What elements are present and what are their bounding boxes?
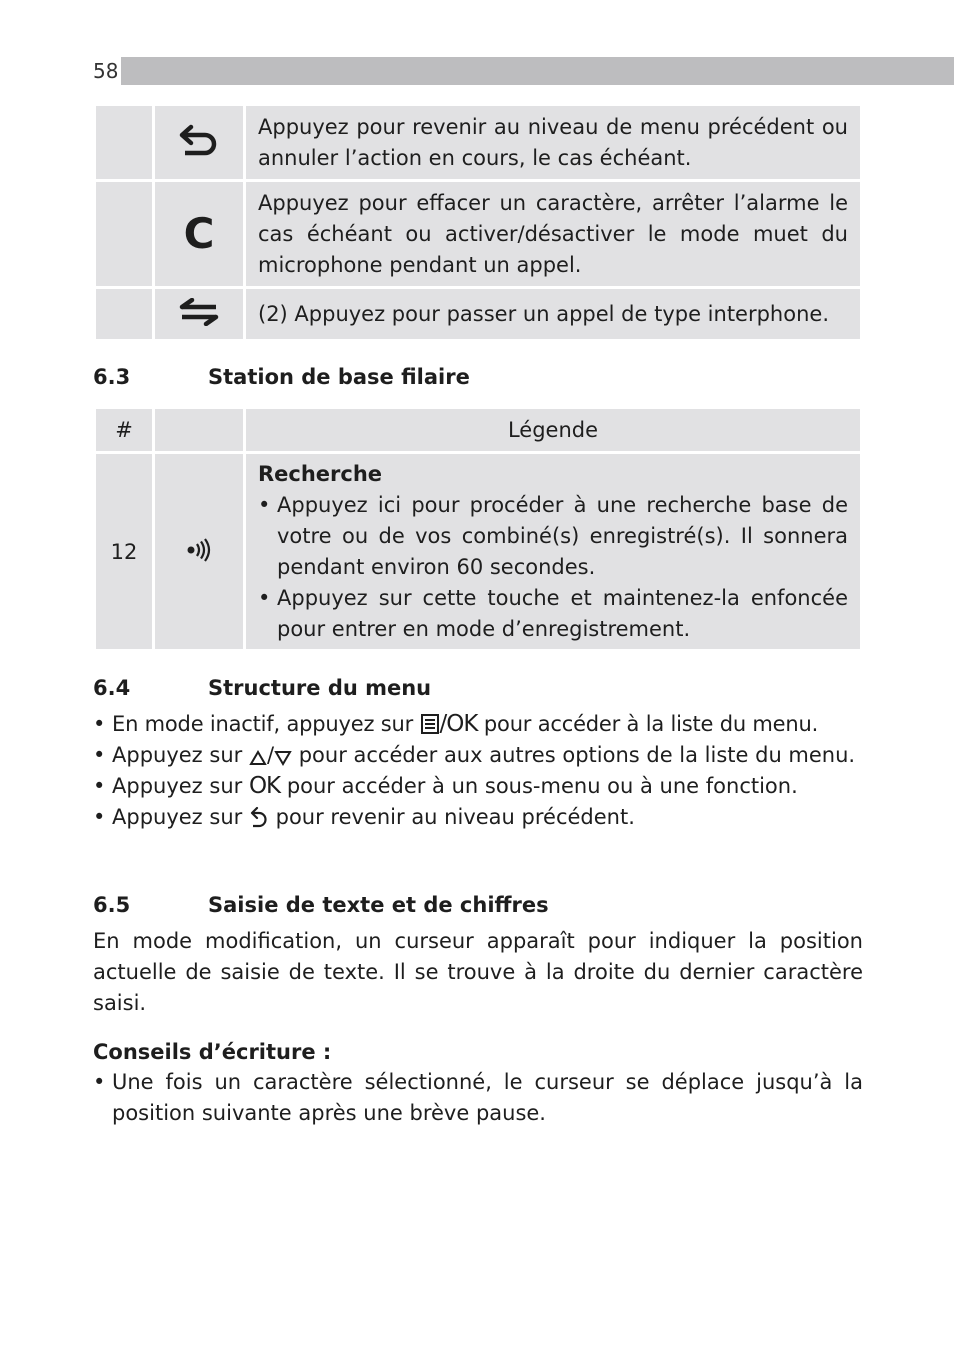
section-heading bbox=[93, 362, 470, 392]
back-arrow-icon bbox=[179, 123, 219, 159]
back-arrow-icon bbox=[249, 806, 269, 828]
section-title: Saisie de texte et de chiffres bbox=[208, 893, 549, 917]
section-title: Structure du menu bbox=[208, 676, 432, 700]
row-number: 12 bbox=[96, 454, 152, 649]
text: Appuyez sur bbox=[112, 743, 249, 767]
section-heading bbox=[93, 890, 549, 920]
ok-key-label: OK bbox=[248, 773, 281, 799]
paging-icon bbox=[186, 538, 212, 562]
text: pour accéder aux autres options de la liste du menu. bbox=[292, 743, 856, 767]
menu-structure-list bbox=[93, 709, 863, 833]
section-heading bbox=[93, 673, 431, 703]
table-header-row bbox=[96, 409, 860, 451]
icon-cell bbox=[155, 106, 243, 179]
page-number: 58 bbox=[93, 57, 121, 85]
slash-separator: / bbox=[266, 743, 275, 767]
table-row bbox=[96, 106, 860, 179]
header-bar bbox=[121, 57, 954, 85]
header-icon bbox=[155, 409, 243, 451]
menu-icon bbox=[420, 713, 440, 735]
key-description: Appuyez pour revenir au niveau de menu précédent ou annuler l’action en cours, le cas échéant. bbox=[246, 106, 860, 179]
legend-cell bbox=[246, 454, 860, 649]
section-number: 6.3 bbox=[93, 365, 131, 389]
list-item: • Appuyez sur cette touche et maintenez-la enfoncée pour entrer en mode d’enregistrement. bbox=[258, 583, 848, 645]
text: Appuyez sur bbox=[112, 805, 249, 829]
table-row bbox=[96, 454, 860, 649]
header-legend: Légende bbox=[246, 409, 860, 451]
c-letter-icon: C bbox=[183, 209, 215, 258]
icon-cell bbox=[155, 289, 243, 339]
text: pour revenir au niveau précédent. bbox=[268, 805, 635, 829]
paragraph: En mode modification, un curseur apparaît pour indiquer la position actuelle de saisie de texte. Il se trouve à la droite du dernier caractère saisi. bbox=[93, 929, 863, 1015]
key-description: (2) Appuyez pour passer un appel de type interphone. bbox=[246, 289, 860, 339]
text: En mode inactif, appuyez sur bbox=[112, 712, 420, 736]
ok-key-label: /OK bbox=[439, 711, 478, 737]
legend-bullets bbox=[258, 490, 848, 645]
list-item bbox=[93, 709, 863, 740]
section-number: 6.5 bbox=[93, 893, 131, 917]
text: pour accéder à un sous-menu ou à une fonction. bbox=[280, 774, 798, 798]
icon-cell bbox=[155, 454, 243, 649]
text: Appuyez sur bbox=[112, 774, 249, 798]
tips-title: Conseils d’écriture : bbox=[93, 1040, 332, 1064]
keys-table bbox=[93, 103, 863, 342]
icon-cell bbox=[155, 182, 243, 286]
legend-title: Recherche bbox=[258, 462, 383, 486]
list-item: • Appuyez ici pour procéder à une recherche base de votre ou de vos combiné(s) enregistré(s). Il sonnera pendant environ 60 secondes. bbox=[258, 490, 848, 583]
page-header bbox=[93, 57, 954, 85]
list-item bbox=[93, 802, 863, 833]
key-description: Appuyez pour effacer un caractère, arrêter l’alarme le cas échéant ou activer/désactiver le mode muet du microphone pendant un appel. bbox=[246, 182, 860, 286]
tips-list bbox=[93, 1067, 863, 1129]
empty-cell bbox=[96, 106, 152, 179]
base-station-table bbox=[93, 406, 863, 652]
section-number: 6.4 bbox=[93, 676, 131, 700]
down-triangle-icon bbox=[274, 750, 292, 766]
intercom-arrows-icon bbox=[178, 298, 220, 326]
table-row bbox=[96, 289, 860, 339]
table-row bbox=[96, 182, 860, 286]
up-triangle-icon bbox=[249, 750, 267, 766]
list-item bbox=[93, 740, 863, 771]
list-item bbox=[93, 771, 863, 802]
empty-cell bbox=[96, 289, 152, 339]
header-num: # bbox=[96, 409, 152, 451]
empty-cell bbox=[96, 182, 152, 286]
section-title: Station de base filaire bbox=[208, 365, 470, 389]
text: pour accéder à la liste du menu. bbox=[477, 712, 819, 736]
list-item: • Une fois un caractère sélectionné, le curseur se déplace jusqu’à la position suivante après une brève pause. bbox=[93, 1067, 863, 1129]
